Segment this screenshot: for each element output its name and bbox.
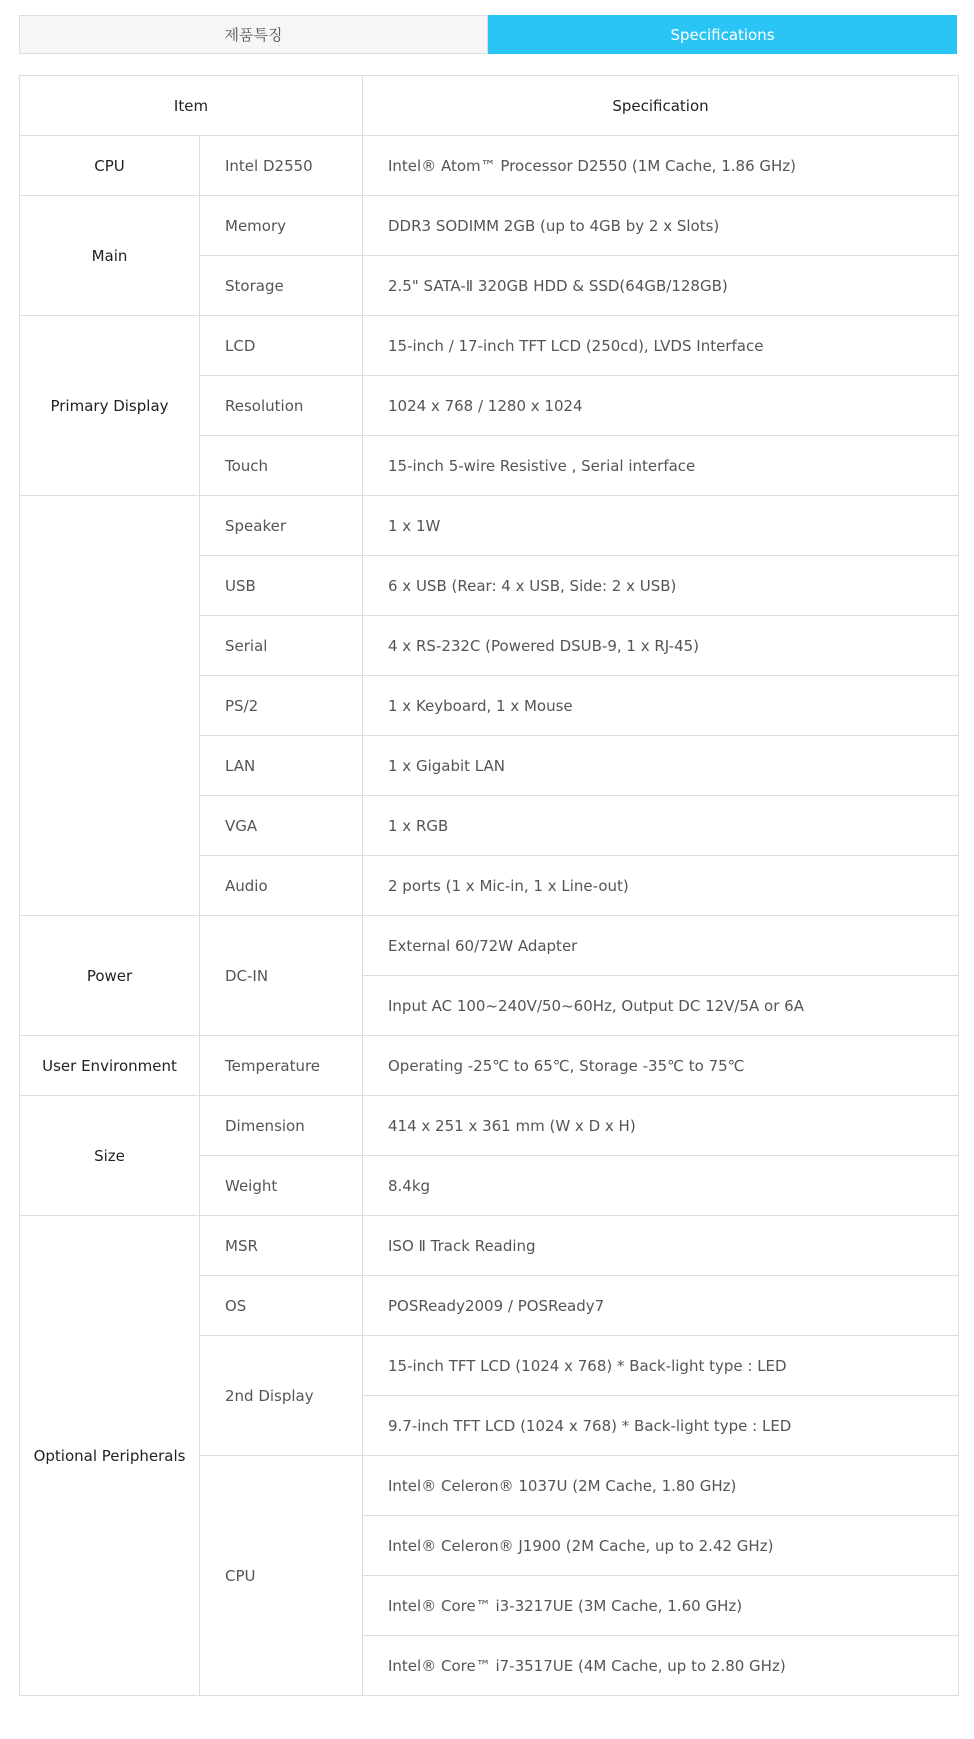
spec-value: Input AC 100~240V/50~60Hz, Output DC 12V/5A or 6A — [363, 976, 959, 1036]
item-label: 2nd Display — [200, 1336, 363, 1456]
spec-value: 4 x RS-232C (Powered DSUB-9, 1 x RJ-45) — [363, 616, 959, 676]
group-label: Main — [20, 196, 200, 316]
item-label: Intel D2550 — [200, 136, 363, 196]
table-row — [20, 1096, 959, 1156]
table-row — [20, 316, 959, 376]
item-label: VGA — [200, 796, 363, 856]
spec-value: Intel® Atom™ Processor D2550 (1M Cache, 1.86 GHz) — [363, 136, 959, 196]
spec-value: 1 x 1W — [363, 496, 959, 556]
header-item: Item — [20, 76, 363, 136]
spec-value: DDR3 SODIMM 2GB (up to 4GB by 2 x Slots) — [363, 196, 959, 256]
item-label: Resolution — [200, 376, 363, 436]
spec-value: Intel® Celeron® J1900 (2M Cache, up to 2.42 GHz) — [363, 1516, 959, 1576]
spec-value: 414 x 251 x 361 mm (W x D x H) — [363, 1096, 959, 1156]
spec-value: ISO Ⅱ Track Reading — [363, 1216, 959, 1276]
spec-value: 1024 x 768 / 1280 x 1024 — [363, 376, 959, 436]
header-specification: Specification — [363, 76, 959, 136]
spec-value: 1 x Keyboard, 1 x Mouse — [363, 676, 959, 736]
table-row — [20, 196, 959, 256]
table-header-row — [20, 76, 959, 136]
item-label: Memory — [200, 196, 363, 256]
item-label: Storage — [200, 256, 363, 316]
group-label: CPU — [20, 136, 200, 196]
spec-value: 2.5" SATA-Ⅱ 320GB HDD & SSD(64GB/128GB) — [363, 256, 959, 316]
spec-value: 6 x USB (Rear: 4 x USB, Side: 2 x USB) — [363, 556, 959, 616]
spec-value: Operating -25℃ to 65℃, Storage -35℃ to 75℃ — [363, 1036, 959, 1096]
spec-value: 9.7-inch TFT LCD (1024 x 768) * Back-light type : LED — [363, 1396, 959, 1456]
item-label: Serial — [200, 616, 363, 676]
group-label: User Environment — [20, 1036, 200, 1096]
item-label: LAN — [200, 736, 363, 796]
spec-value: 15-inch TFT LCD (1024 x 768) * Back-light type : LED — [363, 1336, 959, 1396]
item-label: MSR — [200, 1216, 363, 1276]
table-row — [20, 1216, 959, 1276]
group-label: Optional Peripherals — [20, 1216, 200, 1696]
item-label: PS/2 — [200, 676, 363, 736]
spec-table — [19, 75, 959, 1696]
item-label: OS — [200, 1276, 363, 1336]
spec-value: Intel® Core™ i3-3217UE (3M Cache, 1.60 GHz) — [363, 1576, 959, 1636]
item-label: LCD — [200, 316, 363, 376]
item-label: Dimension — [200, 1096, 363, 1156]
spec-value: 1 x Gigabit LAN — [363, 736, 959, 796]
table-row — [20, 916, 959, 976]
spec-value: 15-inch / 17-inch TFT LCD (250cd), LVDS Interface — [363, 316, 959, 376]
tab-bar — [19, 15, 957, 54]
item-label: Audio — [200, 856, 363, 916]
spec-value: 1 x RGB — [363, 796, 959, 856]
spec-value: Intel® Core™ i7-3517UE (4M Cache, up to 2.80 GHz) — [363, 1636, 959, 1696]
tab-specifications[interactable]: Specifications — [488, 15, 957, 54]
spec-value: 8.4kg — [363, 1156, 959, 1216]
spec-table-body — [20, 136, 959, 1696]
group-label: Primary Display — [20, 316, 200, 496]
group-label: Size — [20, 1096, 200, 1216]
spec-value: Intel® Celeron® 1037U (2M Cache, 1.80 GHz) — [363, 1456, 959, 1516]
spec-value: 2 ports (1 x Mic-in, 1 x Line-out) — [363, 856, 959, 916]
group-label: Power — [20, 916, 200, 1036]
item-label: Touch — [200, 436, 363, 496]
tab-product-features[interactable]: 제품특징 — [19, 15, 488, 54]
spec-value: External 60/72W Adapter — [363, 916, 959, 976]
table-row — [20, 1036, 959, 1096]
item-label: DC-IN — [200, 916, 363, 1036]
item-label: CPU — [200, 1456, 363, 1696]
item-label: Weight — [200, 1156, 363, 1216]
item-label: Temperature — [200, 1036, 363, 1096]
group-label — [20, 496, 200, 916]
item-label: USB — [200, 556, 363, 616]
item-label: Speaker — [200, 496, 363, 556]
table-row — [20, 136, 959, 196]
spec-value: POSReady2009 / POSReady7 — [363, 1276, 959, 1336]
table-row — [20, 496, 959, 556]
spec-value: 15-inch 5-wire Resistive , Serial interface — [363, 436, 959, 496]
